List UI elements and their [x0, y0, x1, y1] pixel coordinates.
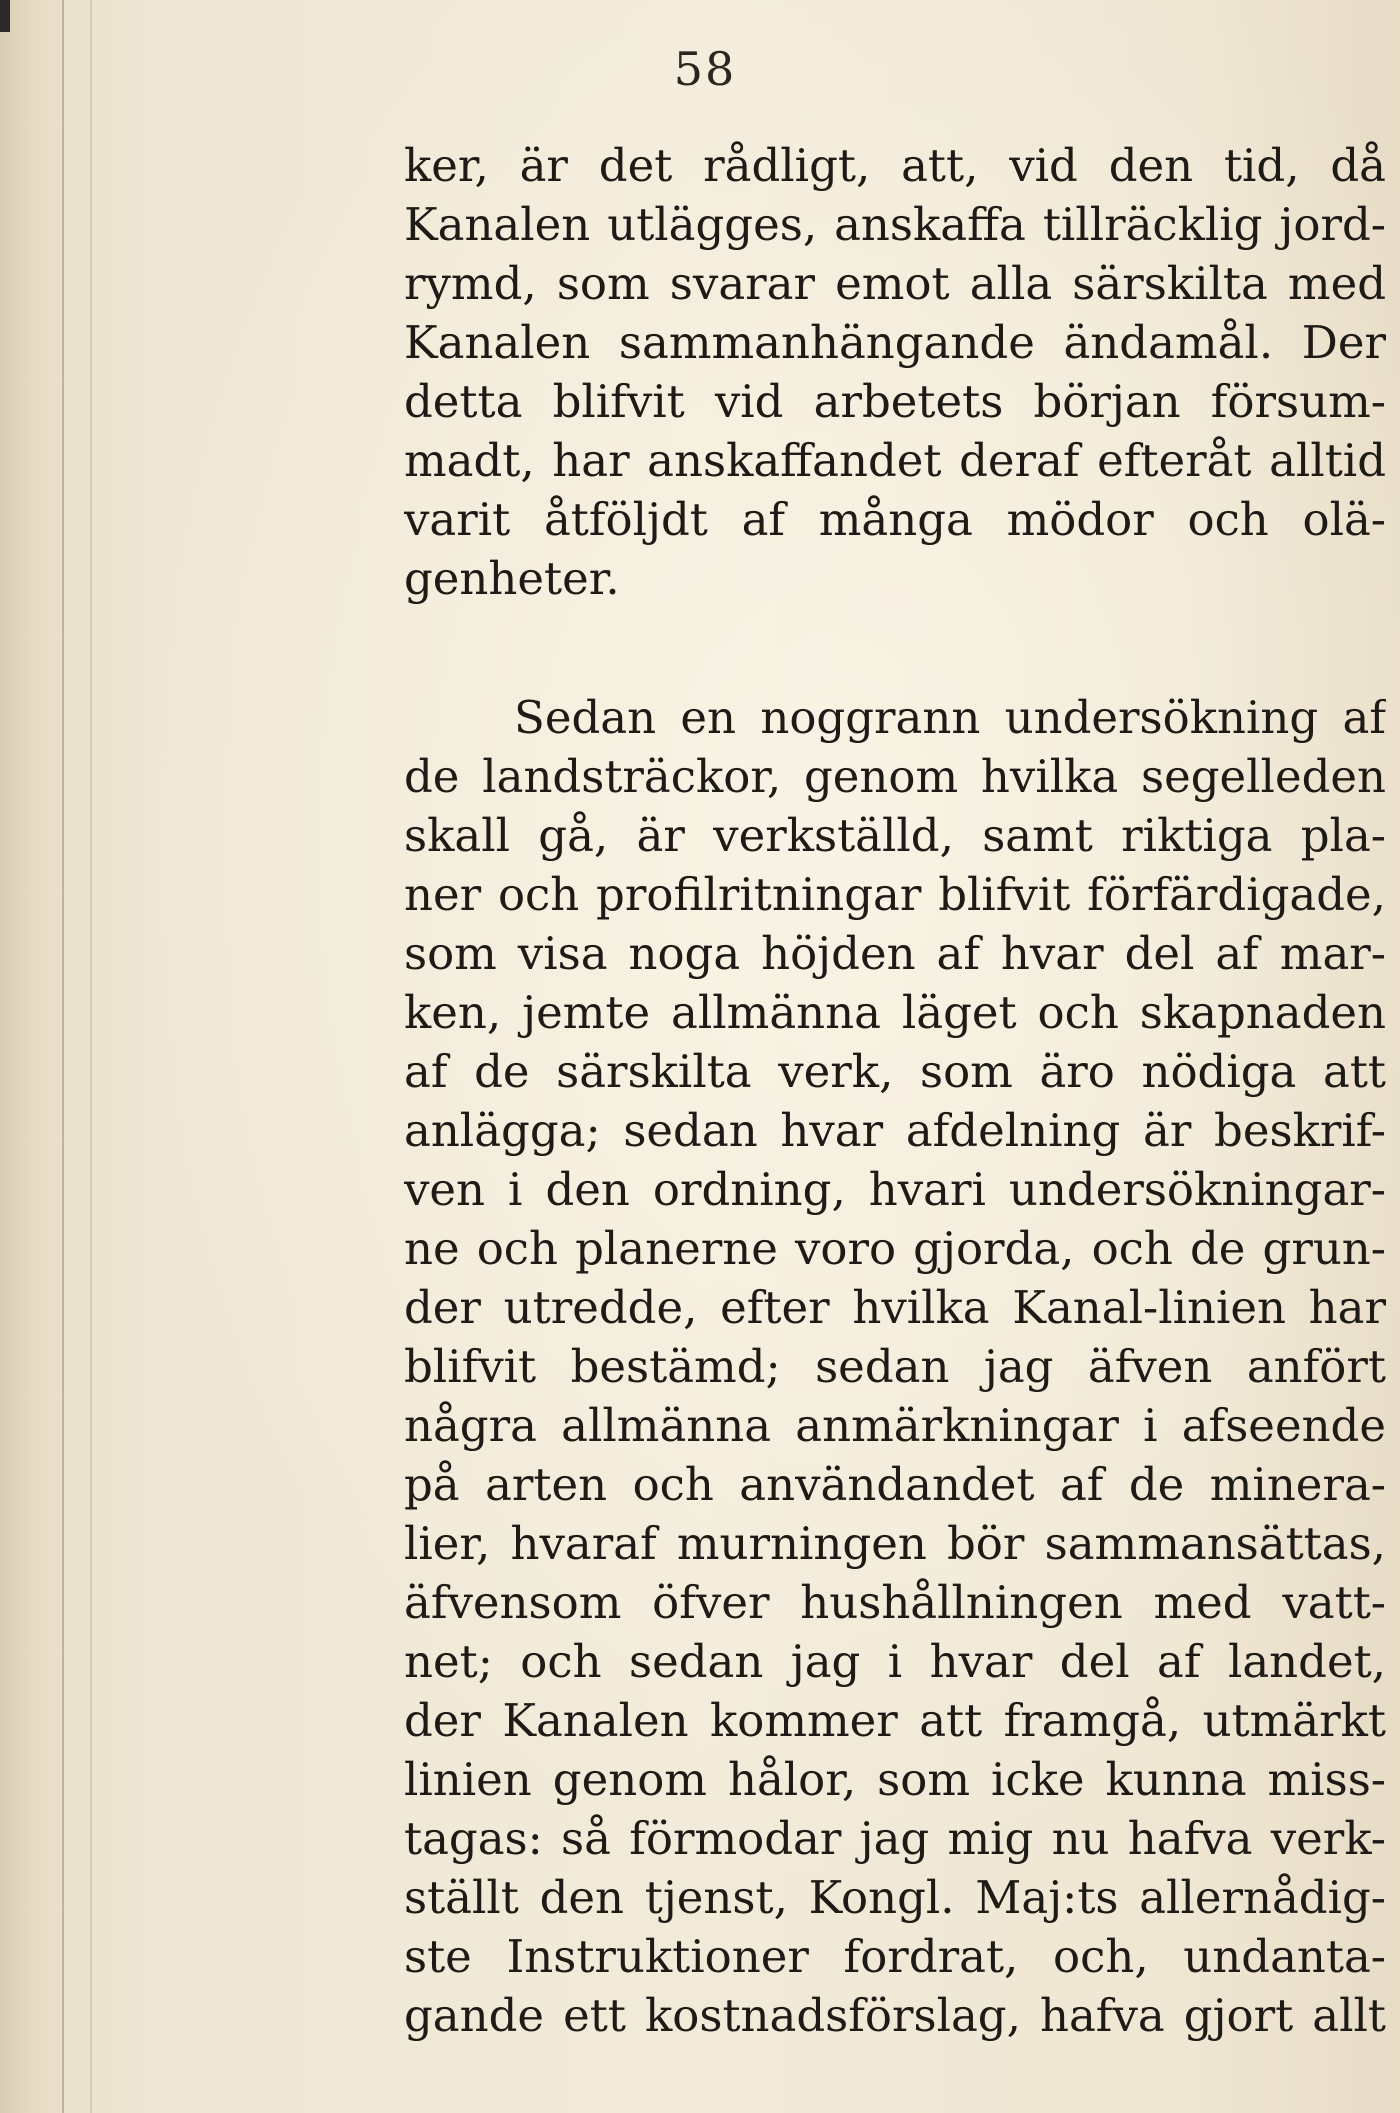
text-line: ner och profilritningar blifvit förfärdigade, — [404, 868, 1386, 921]
text-line: varit åtföljdt af många mödor och olä- — [404, 493, 1386, 546]
text-line: de landsträckor, genom hvilka segelleden — [404, 750, 1386, 803]
text-line: der Kanalen kommer att framgå, utmärkt — [404, 1694, 1386, 1747]
paragraph-gap — [404, 608, 1386, 688]
text-line: ken, jemte allmänna läget och skapnaden — [404, 986, 1386, 1039]
text-line: ker, är det rådligt, att, vid den tid, då — [404, 139, 1386, 192]
text-line: ven i den ordning, hvari undersökningar- — [404, 1163, 1386, 1216]
text-line: madt, har anskaffandet deraf efteråt alltid — [404, 434, 1386, 487]
text-line: skall gå, är verkställd, samt riktiga pla- — [404, 809, 1386, 862]
text-line: lier, hvaraf murningen bör sammansättas, — [404, 1517, 1386, 1570]
page-number: 58 — [673, 42, 737, 96]
paragraph-2 — [404, 688, 1386, 2045]
text-line: af de särskilta verk, som äro nödiga att — [404, 1045, 1386, 1098]
text-line: Sedan en noggrann undersökning af — [514, 691, 1386, 744]
text-line: ste Instruktioner fordrat, och, undanta- — [404, 1930, 1386, 1983]
page-binding-edge — [0, 0, 68, 2113]
paragraph-1 — [404, 136, 1386, 608]
text-line: tagas: så förmodar jag mig nu hafva verk- — [404, 1812, 1386, 1865]
text-line: linien genom hålor, som icke kunna miss- — [404, 1753, 1386, 1806]
spine-mark — [0, 0, 10, 32]
binding-fold-line-inner — [90, 0, 92, 2113]
body-text — [404, 136, 1386, 2045]
text-line: några allmänna anmärkningar i afseende — [404, 1399, 1386, 1452]
text-line: genheter. — [404, 552, 620, 605]
text-line: äfvensom öfver hushållningen med vatt- — [404, 1576, 1386, 1629]
text-line: Kanalen sammanhängande ändamål. Der — [404, 316, 1386, 369]
text-line: Kanalen utlägges, anskaffa tillräcklig jord- — [404, 198, 1386, 251]
text-line: net; och sedan jag i hvar del af landet, — [404, 1635, 1386, 1688]
text-line: ställt den tjenst, Kongl. Maj:ts allernådig- — [404, 1871, 1386, 1924]
text-line: der utredde, efter hvilka Kanal-linien har — [404, 1281, 1386, 1334]
text-line: anlägga; sedan hvar afdelning är beskrif- — [404, 1104, 1386, 1157]
text-line: som visa noga höjden af hvar del af mar- — [404, 927, 1386, 980]
text-line: blifvit bestämd; sedan jag äfven anfört — [404, 1340, 1386, 1393]
text-line: gande ett kostnadsförslag, hafva gjort allt — [404, 1989, 1386, 2042]
text-line: på arten och användandet af de minera- — [404, 1458, 1386, 1511]
binding-fold-line — [62, 0, 64, 2113]
text-line: ne och planerne voro gjorda, och de grun- — [404, 1222, 1386, 1275]
text-line: detta blifvit vid arbetets början försum- — [404, 375, 1386, 428]
text-line: rymd, som svarar emot alla särskilta med — [404, 257, 1386, 310]
